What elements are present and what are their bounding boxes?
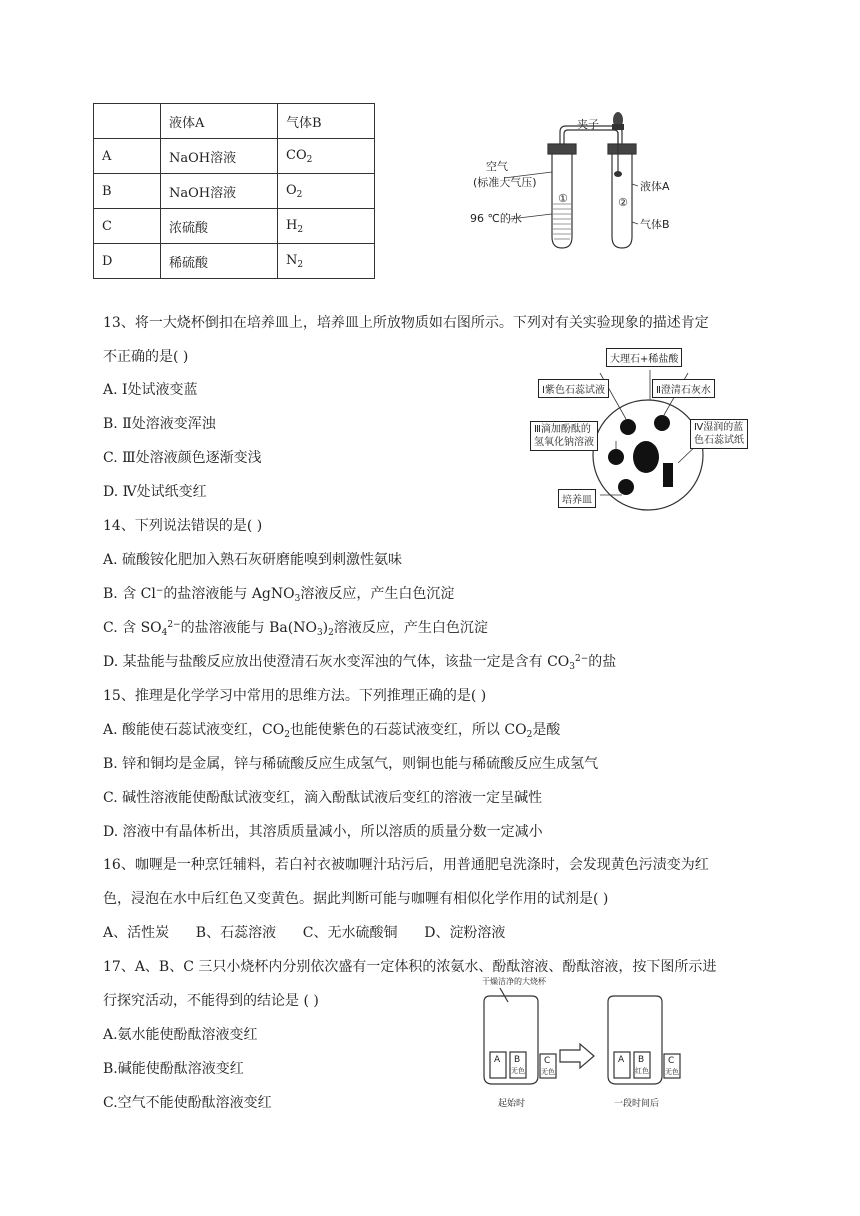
subscript: 2: [526, 730, 533, 740]
q16-options: A、活性炭 B、石蕊溶液 C、无水硫酸铜 D、淀粉溶液: [103, 925, 506, 941]
beaker-c-label-later: C: [668, 1056, 675, 1066]
superscript: −: [155, 586, 164, 596]
q15-option-d: D. 溶液中有晶体析出，其溶质质量减小，所以溶质的质量分数一定减小: [103, 824, 543, 840]
table-cell: 气体B: [278, 104, 375, 139]
superscript: 2−: [167, 620, 181, 630]
label-iv-line1: Ⅳ湿润的蓝: [694, 422, 744, 433]
text: A. 酸能使石蕊试液变红，CO: [103, 722, 285, 738]
text: 的盐: [588, 654, 617, 670]
beaker-c-color: 无色: [541, 1068, 555, 1076]
q13-option-a: A. Ⅰ处试液变蓝: [103, 382, 198, 398]
tube-number-2: ②: [618, 196, 628, 209]
label-iii: [530, 421, 598, 451]
q15-option-b: B. 锌和铜均是金属，锌与稀硫酸反应生成氢气，则铜也能与稀硫酸反应生成氢气: [103, 756, 599, 772]
text: ): [322, 620, 329, 636]
beaker-figure: [470, 976, 700, 1116]
table-cell: 浓硫酸: [161, 209, 278, 244]
subscript: 2: [297, 259, 304, 270]
options-table: [93, 103, 375, 279]
q17-option-b: B.碱能使酚酞溶液变红: [103, 1061, 244, 1077]
table-row: [94, 139, 375, 174]
subscript: 2: [284, 730, 290, 740]
text: 的盐溶液能与 Ba(NO: [180, 620, 317, 636]
subscript: 2: [328, 628, 334, 638]
table-cell: 稀硫酸: [161, 244, 278, 279]
text: B. 含 Cl: [103, 586, 156, 602]
text: 的盐溶液能与 AgNO: [163, 586, 295, 602]
air-note-label: (标准大气压): [473, 176, 537, 189]
superscript: 2−: [575, 654, 589, 664]
table-cell: NaOH溶液: [161, 174, 278, 209]
start-caption: 起始时: [498, 1099, 526, 1109]
table-cell: C: [94, 209, 161, 244]
beaker-caption: 干燥洁净的大烧杯: [482, 977, 546, 986]
table-cell: [278, 244, 375, 279]
q14-stem: 14、下列说法错误的是( ): [103, 518, 263, 534]
liquid-a-label: 液体A: [640, 180, 670, 193]
q17-option-a: A.氨水能使酚酞溶液变红: [103, 1027, 258, 1043]
table-cell: [278, 174, 375, 209]
label-i: Ⅰ紫色石蕊试液: [538, 379, 609, 398]
table-cell: NaOH溶液: [161, 139, 278, 174]
text: 也能使紫色的石蕊试液变红，所以 CO: [289, 722, 527, 738]
table-cell: [278, 139, 375, 174]
label-iii-line2: 氢氧化钠溶液: [534, 437, 594, 448]
q15-option-c: C. 碱性溶液能使酚酞试液变红，滴入酚酞试液后变红的溶液一定呈碱性: [103, 790, 543, 806]
label-iii-line1: Ⅲ滴加酚酞的: [534, 424, 591, 435]
q14-option-d: [103, 651, 616, 672]
subscript: 2: [296, 189, 303, 200]
petri-dish-figure: [530, 345, 770, 515]
dish-label: 培养皿: [558, 489, 596, 508]
q14-option-a: A. 硫酸铵化肥加入熟石灰研磨能嗅到刺激性氨味: [103, 552, 403, 568]
text: 是酸: [532, 722, 561, 738]
q15-option-a: [103, 719, 560, 740]
table-row: [94, 209, 375, 244]
table-row: [94, 244, 375, 279]
air-label: 空气: [486, 160, 508, 173]
table-cell: 液体A: [161, 104, 278, 139]
table-cell: [94, 104, 161, 139]
beaker-b-color: 无色: [511, 1067, 525, 1075]
beaker-a-label: A: [494, 1055, 501, 1065]
q15-stem: 15、推理是化学学习中常用的思维方法。下列推理正确的是( ): [103, 688, 487, 704]
subscript: 2: [306, 154, 313, 165]
label-iv: [690, 419, 748, 449]
formula: N: [286, 252, 298, 268]
table-row: [94, 104, 375, 139]
text: C. 含 SO: [103, 620, 162, 636]
table-cell: [278, 209, 375, 244]
gas-b-label: 气体B: [640, 218, 670, 231]
q17-stem-line1: 17、A、B、C 三只小烧杯内分别依次盛有一定体积的浓氨水、酚酞溶液、酚酞溶液，按下图所示进: [103, 959, 717, 975]
formula: CO: [286, 147, 307, 163]
beaker-a-label-later: A: [618, 1055, 625, 1065]
formula: O: [286, 182, 297, 198]
subscript: 2: [297, 224, 304, 235]
text: D. 某盐能与盐酸反应放出使澄清石灰水变浑浊的气体，该盐一定是含有 CO: [103, 654, 570, 670]
beaker-c-color-later: 无色: [665, 1068, 679, 1076]
q14-option-b: [103, 583, 454, 604]
q13-option-b: B. Ⅱ处溶液变浑浊: [103, 416, 216, 432]
q16-stem-line1: 16、咖喱是一种烹饪辅料，若白衬衣被咖喱汁玷污后，用普通肥皂洗涤时，会发现黄色污渍变为红: [103, 857, 709, 873]
q17-stem-line2: 行探究活动，不能得到的结论是 ( ): [103, 993, 319, 1009]
text: 溶液反应，产生白色沉淀: [333, 620, 488, 636]
q16-stem-line2: 色，浸泡在水中后红色又变黄色。据此判断可能与咖喱有相似化学作用的试剂是( ): [103, 891, 609, 907]
beaker-c-label: C: [544, 1056, 551, 1066]
reagent-label: 大理石+稀盐酸: [606, 348, 682, 367]
label-ii: Ⅱ澄清石灰水: [652, 379, 715, 398]
later-caption: 一段时间后: [614, 1099, 660, 1109]
test-tube-figure: [440, 112, 700, 252]
clip-label: 夹子: [577, 118, 599, 131]
water-label: 96 ℃的水: [470, 212, 522, 225]
subscript: 3: [294, 594, 301, 604]
subscript: 3: [569, 662, 575, 672]
table-cell: A: [94, 139, 161, 174]
table-row: [94, 174, 375, 209]
q13-stem-line2: 不正确的是( ): [103, 349, 189, 365]
tube-number-1: ①: [558, 192, 568, 205]
beaker-drawing: [470, 976, 700, 1116]
q13-stem-line1: 13、将一大烧杯倒扣在培养皿上，培养皿上所放物质如右图所示。下列对有关实验现象的描述肯定: [103, 315, 709, 331]
subscript: 4: [161, 628, 168, 638]
label-iv-line2: 色石蕊试纸: [694, 435, 744, 446]
beaker-b-label-later: B: [638, 1055, 645, 1065]
beaker-b-label: B: [514, 1055, 521, 1065]
q13-option-d: D. Ⅳ处试纸变红: [103, 484, 207, 500]
subscript: 3: [316, 628, 323, 638]
q17-option-c: C.空气不能使酚酞溶液变红: [103, 1095, 272, 1111]
text: 溶液反应，产生白色沉淀: [300, 586, 455, 602]
q14-option-c: [103, 617, 488, 638]
q13-option-c: C. Ⅲ处溶液颜色逐渐变浅: [103, 450, 262, 466]
table-cell: D: [94, 244, 161, 279]
beaker-b-color-later: 红色: [635, 1067, 649, 1075]
formula: H: [286, 217, 298, 233]
table-cell: B: [94, 174, 161, 209]
